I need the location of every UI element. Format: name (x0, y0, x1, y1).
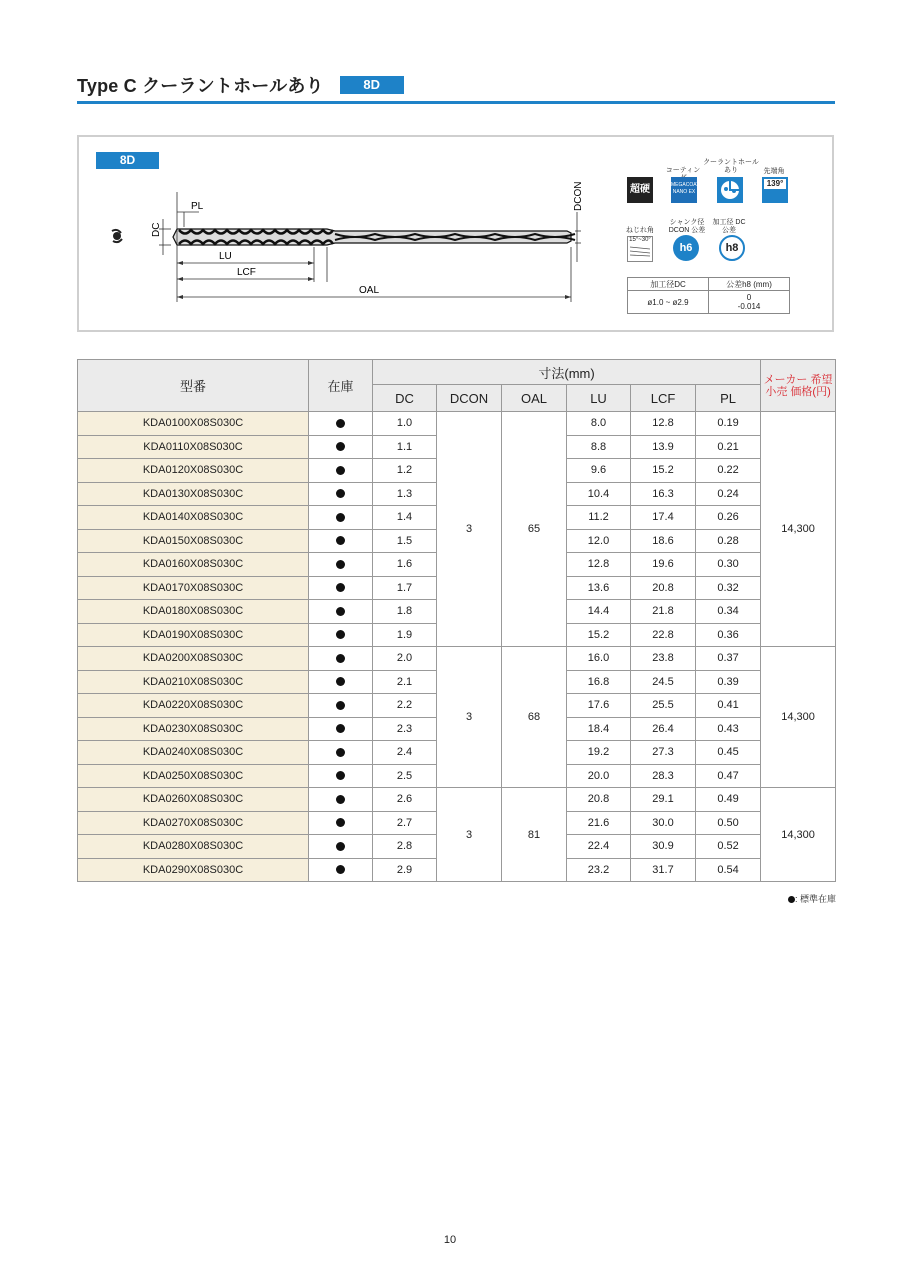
cell-lu: 10.4 (567, 482, 631, 506)
cell-lu: 23.2 (567, 858, 631, 882)
cell-lu: 15.2 (567, 623, 631, 647)
cell-lcf: 24.5 (631, 670, 696, 694)
cell-dc: 2.0 (373, 647, 437, 671)
cell-lu: 14.4 (567, 600, 631, 624)
cell-pl: 0.30 (696, 553, 761, 577)
cell-lcf: 25.5 (631, 694, 696, 718)
cell-dc: 2.9 (373, 858, 437, 882)
table-row (78, 647, 836, 671)
cell-pl: 0.45 (696, 741, 761, 765)
cell-stock (309, 788, 373, 812)
cell-pl: 0.26 (696, 506, 761, 530)
cell-model: KDA0260X08S030C (78, 788, 309, 812)
cell-pl: 0.52 (696, 835, 761, 859)
tol-range: ø1.0 ~ ø2.9 (628, 291, 709, 314)
stock-dot-icon (336, 489, 345, 498)
cell-model: KDA0200X08S030C (78, 647, 309, 671)
stock-dot-icon (336, 607, 345, 616)
cell-model: KDA0210X08S030C (78, 670, 309, 694)
cell-dc: 1.7 (373, 576, 437, 600)
stock-dot-icon (788, 896, 795, 903)
cell-lcf: 30.9 (631, 835, 696, 859)
cell-lcf: 15.2 (631, 459, 696, 483)
helix-icon (627, 236, 653, 262)
page-header (77, 72, 404, 98)
stock-dot-icon (336, 630, 345, 639)
cell-dc: 1.8 (373, 600, 437, 624)
cell-lcf: 28.3 (631, 764, 696, 788)
cell-dc: 1.9 (373, 623, 437, 647)
coating-label: コーティン (665, 167, 701, 174)
cell-lu: 21.6 (567, 811, 631, 835)
cell-pl: 0.36 (696, 623, 761, 647)
tol-values (709, 291, 790, 314)
stock-dot-icon (336, 513, 345, 522)
cell-pl: 0.39 (696, 670, 761, 694)
cell-pl: 0.41 (696, 694, 761, 718)
cell-model: KDA0270X08S030C (78, 811, 309, 835)
cell-model: KDA0180X08S030C (78, 600, 309, 624)
cell-dcon: 3 (437, 788, 502, 882)
cell-oal: 81 (502, 788, 567, 882)
stock-dot-icon (336, 701, 345, 710)
dim-oal: OAL (359, 285, 380, 296)
table-body (78, 412, 836, 882)
stock-dot-icon (336, 842, 345, 851)
cell-dc: 1.0 (373, 412, 437, 436)
legend (788, 892, 836, 905)
cell-stock (309, 459, 373, 483)
cell-dc: 2.8 (373, 835, 437, 859)
col-dc: DC (373, 385, 437, 412)
cell-price: 14,300 (761, 788, 836, 882)
cell-stock (309, 670, 373, 694)
stock-dot-icon (336, 724, 345, 733)
stock-dot-icon (336, 466, 345, 475)
cell-lcf: 21.8 (631, 600, 696, 624)
cell-stock (309, 694, 373, 718)
cell-lu: 8.0 (567, 412, 631, 436)
cell-lu: 16.8 (567, 670, 631, 694)
stock-dot-icon (336, 795, 345, 804)
cell-dcon: 3 (437, 412, 502, 647)
cell-dc: 2.4 (373, 741, 437, 765)
col-lcf: LCF (631, 385, 696, 412)
stock-dot-icon (336, 560, 345, 569)
cell-pl: 0.47 (696, 764, 761, 788)
cell-dc: 2.1 (373, 670, 437, 694)
cell-pl: 0.19 (696, 412, 761, 436)
coating-icon: MEGACOAT NANO EX (671, 177, 697, 203)
cell-pl: 0.32 (696, 576, 761, 600)
cell-stock (309, 506, 373, 530)
tolerance-table (627, 277, 790, 314)
cell-model: KDA0150X08S030C (78, 529, 309, 553)
cell-stock (309, 553, 373, 577)
cell-model: KDA0110X08S030C (78, 435, 309, 459)
cell-model: KDA0130X08S030C (78, 482, 309, 506)
cell-lu: 22.4 (567, 835, 631, 859)
cell-pl: 0.37 (696, 647, 761, 671)
cell-stock (309, 576, 373, 600)
cell-pl: 0.49 (696, 788, 761, 812)
col-lu: LU (567, 385, 631, 412)
cell-lcf: 17.4 (631, 506, 696, 530)
col-oal: OAL (502, 385, 567, 412)
table-row (78, 788, 836, 812)
cell-dc: 1.2 (373, 459, 437, 483)
stock-dot-icon (336, 818, 345, 827)
cell-model: KDA0240X08S030C (78, 741, 309, 765)
cell-stock (309, 482, 373, 506)
dim-dcon: DCON (573, 181, 584, 211)
spec-table (77, 359, 836, 882)
cell-model: KDA0170X08S030C (78, 576, 309, 600)
spec-badge: 8D (96, 152, 159, 169)
cell-model: KDA0230X08S030C (78, 717, 309, 741)
point-angle-icon (762, 177, 788, 203)
table-row (78, 412, 836, 436)
cell-stock (309, 741, 373, 765)
cell-stock (309, 811, 373, 835)
cell-lu: 8.8 (567, 435, 631, 459)
cell-lu: 9.6 (567, 459, 631, 483)
header-rule (77, 101, 835, 104)
cell-oal: 68 (502, 647, 567, 788)
cell-lcf: 20.8 (631, 576, 696, 600)
cell-lcf: 29.1 (631, 788, 696, 812)
shank-tol-label: シャンク径 DCON 公差 (668, 219, 706, 234)
legend-text: : 標準在庫 (794, 894, 836, 904)
cell-dc: 1.5 (373, 529, 437, 553)
spec-panel (77, 135, 834, 332)
col-dims: 寸法(mm) (373, 360, 761, 385)
stock-dot-icon (336, 442, 345, 451)
col-dcon: DCON (437, 385, 502, 412)
stock-dot-icon (336, 748, 345, 757)
cell-model: KDA0190X08S030C (78, 623, 309, 647)
stock-dot-icon (336, 865, 345, 874)
dc-tol-icon: h8 (719, 235, 745, 261)
cell-dcon: 3 (437, 647, 502, 788)
dc-tol-label: 加工径 DC 公差 (712, 219, 746, 234)
stock-dot-icon (336, 583, 345, 592)
cell-pl: 0.22 (696, 459, 761, 483)
cell-model: KDA0140X08S030C (78, 506, 309, 530)
stock-dot-icon (336, 536, 345, 545)
stock-dot-icon (336, 654, 345, 663)
col-price: メーカー 希望小売 価格(円) (761, 360, 836, 412)
cell-lu: 16.0 (567, 647, 631, 671)
cell-lu: 20.0 (567, 764, 631, 788)
tol-lower: -0.014 (737, 302, 761, 311)
page-number: 10 (443, 1234, 457, 1246)
cell-lu: 20.8 (567, 788, 631, 812)
stock-dot-icon (336, 771, 345, 780)
cell-price: 14,300 (761, 412, 836, 647)
helix-lines-icon (628, 243, 652, 257)
tol-upper: 0 (746, 293, 752, 302)
cell-lu: 19.2 (567, 741, 631, 765)
cell-stock (309, 412, 373, 436)
cell-stock (309, 835, 373, 859)
coolant-hole-icon (717, 177, 743, 203)
cell-pl: 0.54 (696, 858, 761, 882)
cell-lcf: 18.6 (631, 529, 696, 553)
cell-lu: 11.2 (567, 506, 631, 530)
cell-dc: 1.4 (373, 506, 437, 530)
cell-dc: 2.5 (373, 764, 437, 788)
cell-stock (309, 623, 373, 647)
point-angle-value: 139° (764, 179, 786, 189)
cell-model: KDA0100X08S030C (78, 412, 309, 436)
cell-pl: 0.34 (696, 600, 761, 624)
point-angle-label: 先端角 (763, 168, 785, 175)
cell-dc: 1.6 (373, 553, 437, 577)
cell-lcf: 26.4 (631, 717, 696, 741)
stock-dot-icon (336, 419, 345, 428)
dim-lcf: LCF (237, 267, 256, 278)
col-pl: PL (696, 385, 761, 412)
dim-lu: LU (219, 251, 232, 262)
cell-lcf: 22.8 (631, 623, 696, 647)
cell-model: KDA0250X08S030C (78, 764, 309, 788)
coolant-label: クーラントホール あり (703, 159, 759, 174)
cell-lu: 12.0 (567, 529, 631, 553)
cell-price: 14,300 (761, 647, 836, 788)
cell-dc: 2.2 (373, 694, 437, 718)
stock-dot-icon (336, 677, 345, 686)
page-title: Type C クーラントホールあり (77, 76, 324, 96)
cell-pl: 0.24 (696, 482, 761, 506)
helix-label: ねじれ角 (626, 227, 654, 234)
series-badge: 8D (340, 76, 404, 94)
cell-stock (309, 858, 373, 882)
drill-body (173, 229, 575, 245)
cell-dc: 1.1 (373, 435, 437, 459)
cell-lcf: 27.3 (631, 741, 696, 765)
cell-pl: 0.43 (696, 717, 761, 741)
cell-model: KDA0280X08S030C (78, 835, 309, 859)
cell-pl: 0.21 (696, 435, 761, 459)
cell-dc: 2.6 (373, 788, 437, 812)
cell-model: KDA0290X08S030C (78, 858, 309, 882)
cell-stock (309, 529, 373, 553)
cell-model: KDA0220X08S030C (78, 694, 309, 718)
shank-tol-icon: h6 (673, 235, 699, 261)
drill-end-icon (112, 230, 122, 242)
cell-lcf: 30.0 (631, 811, 696, 835)
cell-lcf: 12.8 (631, 412, 696, 436)
cell-model: KDA0160X08S030C (78, 553, 309, 577)
cell-dc: 2.3 (373, 717, 437, 741)
cell-lu: 18.4 (567, 717, 631, 741)
cell-lu: 13.6 (567, 576, 631, 600)
dim-dc: DC (151, 222, 162, 237)
cell-lu: 17.6 (567, 694, 631, 718)
dim-pl: PL (191, 201, 204, 212)
tol-header-h8: 公差h8 (mm) (709, 278, 790, 291)
cell-lu: 12.8 (567, 553, 631, 577)
col-model: 型番 (78, 360, 309, 412)
cell-lcf: 16.3 (631, 482, 696, 506)
cell-stock (309, 600, 373, 624)
cell-stock (309, 717, 373, 741)
cell-stock (309, 647, 373, 671)
cell-dc: 1.3 (373, 482, 437, 506)
cell-pl: 0.50 (696, 811, 761, 835)
col-stock: 在庫 (309, 360, 373, 412)
cell-lcf: 13.9 (631, 435, 696, 459)
carbide-icon: 超硬 (627, 177, 653, 203)
cell-dc: 2.7 (373, 811, 437, 835)
cell-stock (309, 764, 373, 788)
cell-stock (309, 435, 373, 459)
cell-oal: 65 (502, 412, 567, 647)
tol-header-dc: 加工径DC (628, 278, 709, 291)
cell-model: KDA0120X08S030C (78, 459, 309, 483)
cell-lcf: 31.7 (631, 858, 696, 882)
cell-lcf: 19.6 (631, 553, 696, 577)
cell-lcf: 23.8 (631, 647, 696, 671)
cell-pl: 0.28 (696, 529, 761, 553)
helix-value: 15°~30° (629, 237, 651, 243)
